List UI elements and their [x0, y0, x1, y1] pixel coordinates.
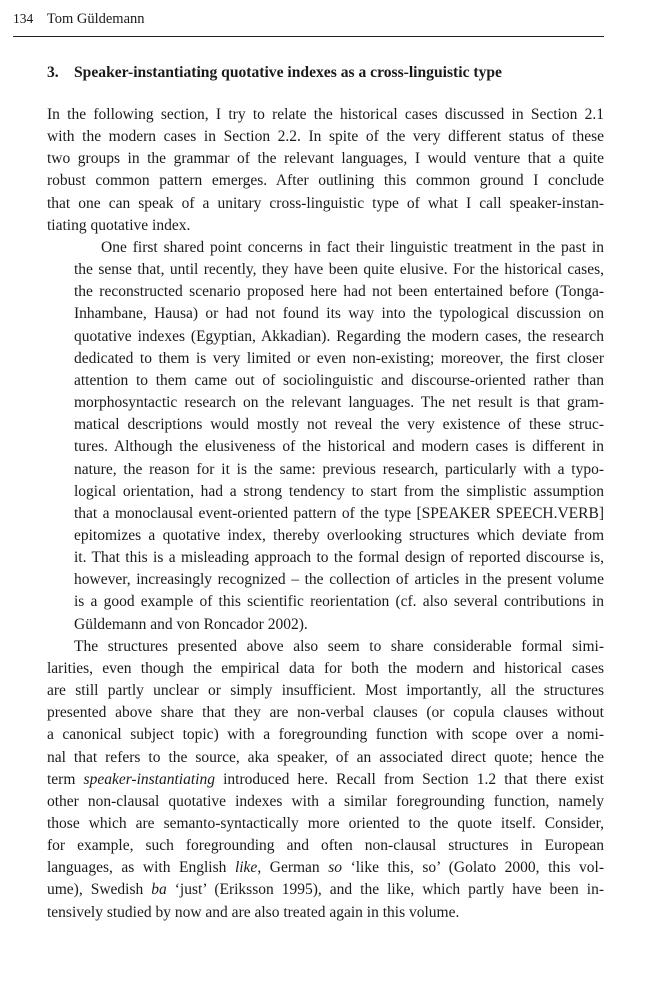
- text-line: Güldemann and von Roncador 2002).: [74, 615, 308, 633]
- italic-term: so: [328, 859, 343, 877]
- italic-term: speaker-instantiating: [83, 770, 215, 788]
- text-line: larities, even though the empirical data for both the modern and historical cases: [47, 659, 604, 677]
- text-line: that one can speak of a unitary cross-linguistic type of what I call speaker-instan-: [47, 194, 604, 212]
- running-head: [13, 8, 604, 37]
- text-run: languages, as with English: [47, 859, 235, 877]
- italic-term: ba: [151, 881, 167, 899]
- text-line: other non-clausal quotative indexes with a similar foregrounding function, namely: [47, 792, 604, 810]
- paragraph-3: [47, 636, 604, 924]
- text-run: ume), Swedish: [47, 881, 152, 899]
- text-line: those which are semanto-syntactically more oriented to the quote itself. Consider,: [47, 815, 604, 832]
- body-text: [47, 104, 604, 924]
- text-line: that a monoclausal event-oriented pattern of the type [SPEAKER SPEECH.VERB]: [74, 504, 604, 522]
- text-line: nal that refers to the source, aka speaker, of an associated direct quote; hence the: [47, 748, 604, 766]
- text-line: a canonical subject topic) with a foregrounding function with scope over a nomi-: [47, 726, 604, 744]
- text-line: In the following section, I try to relate the historical cases discussed in Section 2.1: [47, 106, 604, 123]
- text-line: the sense that, until recently, they have been quite elusive. For the historical cases,: [74, 261, 604, 279]
- text-run: term: [47, 770, 84, 788]
- text-line: nature, the reason for it is the same: previous research, particularly with a typo-: [74, 460, 604, 478]
- text-line: [47, 857, 604, 879]
- running-head-author: Tom Güldemann: [46, 11, 145, 27]
- text-line: dedicated to them is very limited or even non-existing; moreover, the first closer: [74, 349, 604, 367]
- section-heading: [47, 62, 607, 84]
- text-line: robust common pattern emerges. After outlining this common ground I conclude: [47, 172, 604, 190]
- text-line: epitomizes a quotative index, thereby overlooking structures which deviate from: [74, 526, 604, 544]
- text-line: [47, 879, 604, 901]
- text-line: attention to them came out of sociolinguistic and discourse-oriented rather than: [74, 371, 604, 389]
- text-line: quotative indexes (Egyptian, Akkadian). Regarding the modern cases, the research: [74, 327, 604, 345]
- text-line: with the modern cases in Section 2.2. In spite of the very different status of these: [47, 128, 604, 146]
- section-number: 3.: [47, 64, 59, 81]
- text-run: , German: [257, 859, 329, 877]
- text-line: tensively studied by now and are also treated again in this volume.: [47, 903, 460, 921]
- text-line: morphosyntactic research on the relevant languages. The net result is that gram-: [74, 394, 604, 412]
- text-line: however, increasingly recognized – the collection of articles in the present volume: [74, 571, 604, 589]
- text-line: tures. Although the elusiveness of the historical and modern cases is different in: [74, 438, 604, 456]
- section-title: Speaker-instantiating quotative indexes as a cross-linguistic type: [74, 64, 502, 81]
- text-line: two groups in the grammar of the relevant languages, I would venture that a quite: [47, 150, 604, 168]
- text-line: tiating quotative index.: [47, 216, 191, 234]
- text-line: Inhambane, Hausa) or had not found its way into the typological discussion on: [74, 305, 604, 323]
- text-line: it. That this is a misleading approach to the formal design of reported discourse is,: [74, 549, 604, 567]
- text-line: The structures presented above also seem to share considerable formal simi-: [74, 637, 604, 655]
- text-line: the reconstructed scenario proposed here had not been entertained before (Tonga-: [74, 283, 604, 301]
- text-line: is a good example of this scientific reorientation (cf. also several contributions in: [74, 593, 604, 611]
- page-number: 134: [13, 11, 34, 26]
- text-line: One first shared point concerns in fact their linguistic treatment in the past in: [101, 238, 604, 256]
- text-run: ‘like this, so’ (Golato 2000, this vol-: [342, 859, 604, 877]
- italic-term: like: [234, 859, 258, 877]
- text-line: for example, such foregrounding and often non-clausal structures in European: [47, 837, 604, 855]
- text-line: logical orientation, had a strong tendency to start from the simplistic assumption: [74, 482, 604, 500]
- text-line: presented above share that they are non-verbal clauses (or copula clauses without: [47, 704, 604, 722]
- text-line: [47, 769, 604, 791]
- text-run: ‘just’ (Eriksson 1995), and the like, which partly have been in-: [166, 881, 604, 899]
- paragraph-1: [47, 104, 604, 237]
- text-run: introduced here. Recall from Section 1.2 that there exist: [214, 770, 604, 788]
- text-line: are still partly unclear or simply insufficient. Most importantly, all the structures: [47, 682, 604, 700]
- paragraph-2: [47, 237, 604, 636]
- text-line: matical descriptions would mostly not reveal the very existence of these struc-: [74, 416, 604, 434]
